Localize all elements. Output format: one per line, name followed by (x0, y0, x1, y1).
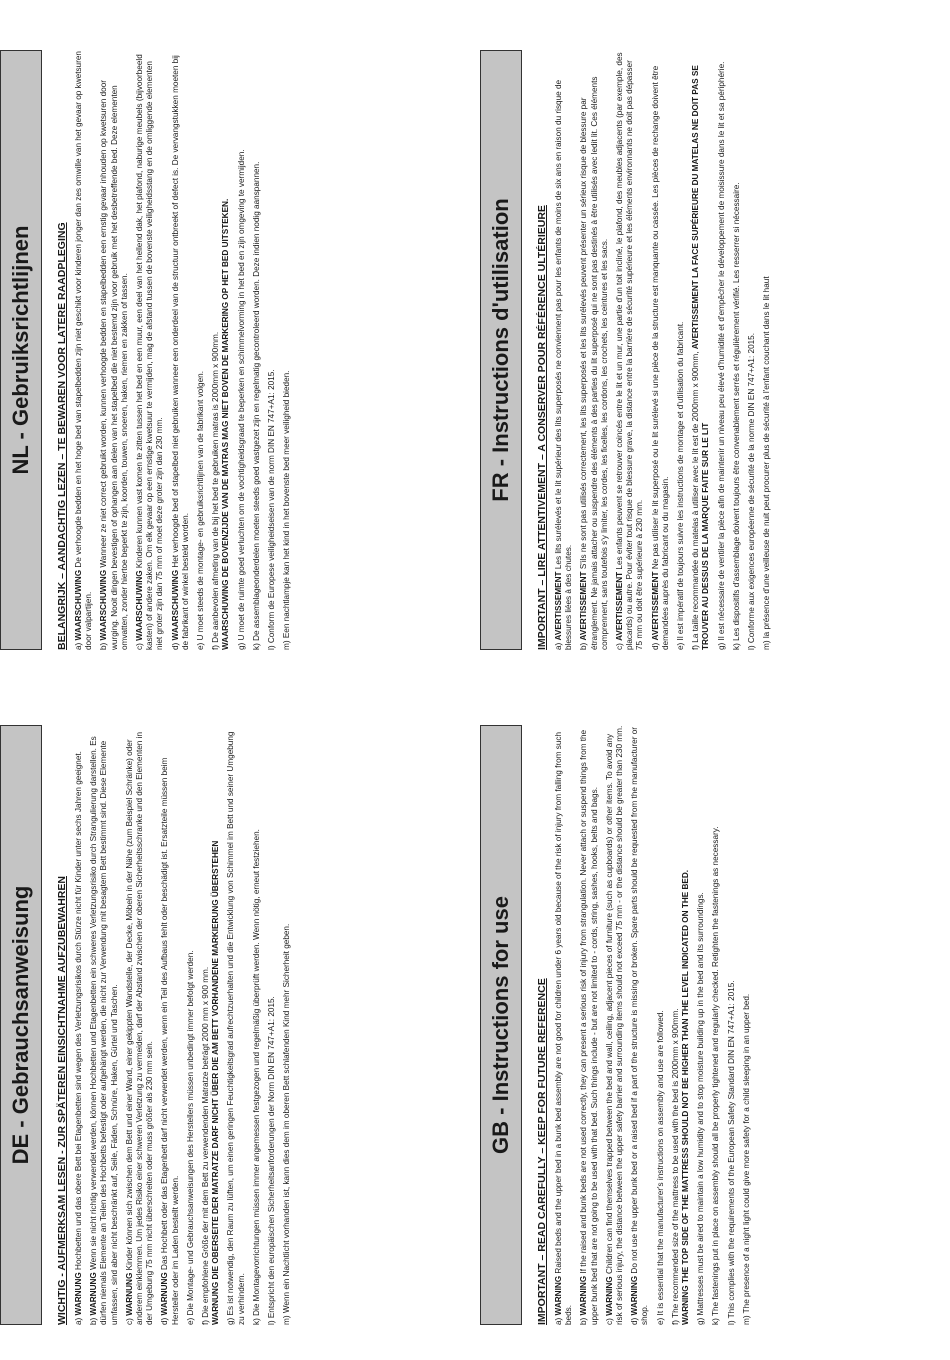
instruction-item (554, 725, 574, 1325)
item-prefix: c) (604, 1315, 614, 1325)
instruction-item (196, 50, 206, 650)
item-text: Kinder können sich zwischen dem Bett und einer Wand, einer gekippten Wandstelle, der Decke, Möbeln in der Nähe (zum Beispiel Schränke) oder anderem einklemmen. Um jedes Risiko einer schweren Verletzung zu vermeiden, darf der Abstand zwischen der oberen Sicherheitsschranke und den Elementen in der Umgebung 75 mm nicht überschreiten oder muss größer als 230 mm sein. (124, 731, 155, 1325)
item-text: Das Hochbett oder das Etagenbett darf nicht verwendet werden, wenn ein Teil des Aufbaus fehlt oder beschädigt ist. Ersatzteile müssen beim Hersteller oder im Laden bestellt werden. (160, 757, 180, 1325)
instruction-item (579, 50, 610, 650)
instruction-item (742, 725, 752, 1325)
item-prefix: a) (74, 1315, 83, 1325)
instruction-item (267, 725, 277, 1325)
item-prefix: d) (650, 640, 660, 650)
item-text: f) The recommended size of the mattress to be used with the bed is 2000mm x 900mm. (670, 1008, 680, 1325)
item-text: Children can find themselves trapped between the bed and wall, ceiling, adjacent pieces of furniture (such as cupboards) or other items. To avoid any risk of serious injury, the distance between the upper safety barrier and surrounding items should not exceed 75 mm - or the distance should be greater than 230 mm. (604, 725, 625, 1325)
instruction-item (747, 50, 757, 650)
item-text: k) Die Montagevorrichtungen müssen immer angemessen festgezogen und regelmäßig überprüft werden. Wenn nötig, erneut festziehen. (251, 829, 261, 1325)
item-prefix: a) (554, 1315, 563, 1325)
instruction-item (727, 725, 737, 1325)
section-title: FR - Instructions d'utilisation (488, 198, 513, 502)
instruction-item (605, 725, 625, 1325)
item-text: If the raised and bunk beds are not used correctly, they can present a serious risk of injury from strangulation. Never attach or suspend things from the upper bunk bed that are not going to be used with that bed. Such things include - but are not limited to - cords, string, sashes, hooks, belts and bags. (579, 729, 599, 1325)
section-title-box (0, 50, 42, 650)
warning-keyword: WAARSCHUWING (99, 569, 109, 641)
item-prefix: b) (89, 1315, 99, 1325)
instruction-item (615, 50, 646, 650)
item-prefix: c) (135, 640, 145, 650)
warning-keyword: WARNING (604, 1276, 614, 1316)
section-title: DE - Gebrauchsanweisung (8, 885, 33, 1165)
item-text: Do not use the upper bunk bed or a raised bed if a part of the structure is missing or broken. Spare parts should be requested from the manufacturer or shop. (630, 726, 650, 1325)
item-text: m) Een nachtlampje kan het kind in het bovenste bed meer veiligheid bieden. (282, 370, 292, 650)
warning-keyword: WARNING (630, 1275, 640, 1316)
item-prefix: b) (579, 1315, 589, 1325)
item-prefix: d) (170, 640, 180, 650)
item-text: e) U moet steeds de montage- en gebruiksrichtlijnen van de fabrikant volgen. (196, 371, 206, 650)
item-text: Wenn sie nicht richtig verwendet werden, können Hochbetten und Etagenbetten ein schweres Verletzungsrisiko durch Strangulierung darstellen. Es dürfen niemals Elemente an Teilen des Hochbetts befestigt oder aufgehängt werden, die nicht zur Verwendung mit besagtem Bett bestimmt sind. Diese Elemente umfassen, sind aber nicht beschränkt auf, Seile, Fäden, Schnüre, Haken, Gürtel und Taschen. (89, 736, 119, 1325)
item-text: e) Il est impératif de toujours suivre les instructions de montage et d'utilisation du fabricant. (676, 321, 686, 650)
warning-keyword: WARNUNG (74, 1272, 83, 1316)
instruction-item (691, 50, 711, 650)
warning-keyword: AVERTISSEMENT (579, 571, 589, 641)
item-text: l) Conform de Europese veiligheidseisen van de norm DIN EN 747+A1: 2015. (267, 369, 277, 650)
item-text: f) La taille recommandée du matelas à utiliser avec le lit est de 2000mm x 900mm, (691, 349, 701, 650)
warning-keyword: WARNUNG (160, 1272, 170, 1316)
instruction-item (671, 725, 691, 1325)
instruction-item (74, 725, 84, 1325)
item-text: Ne pas utiliser le lit superposé ou le lit surélevé si une pièce de la structure est manquante ou cassée. Les pièces de rechange doivent être demandées auprès du fabricant ou du magasin. (650, 65, 670, 650)
item-text: e) It is essential that the manufacturer's instructions on assembly and use are followed. (655, 1010, 665, 1325)
item-text: Kinderen kunnen vast komen te zitten tussen het bed en een muur, een deel van het hellend dak, het plafond, naburige meubels (bijvoorbeeld kasten) of andere zaken. Om elk gevaar op een ernstige kwetsuur te vermijden, mag de afstand tussen de bovenste veiligheidsstang en de omliggende elementen niet groter zijn dan 75 mm of moet deze groter zijn dan 230 mm. (135, 54, 165, 650)
section-title: NL - Gebruiksrichtlijnen (8, 225, 33, 475)
item-text: l) This complies with the requirements of the European Safety Standard DIN EN 747+A1: 2015. (726, 980, 736, 1325)
instruction-item (554, 50, 574, 650)
warning-keyword: AVERTISSEMENT (650, 571, 660, 641)
instruction-item (696, 725, 706, 1325)
warning-keyword: AVERTISSEMENT (554, 571, 563, 641)
instruction-list (74, 725, 297, 1325)
instruction-item (252, 725, 262, 1325)
bold-warning: WARNUNG DIE OBERSEITE DER MATRATZE DARF NICHT ÜBER DIE AM BETT VORHANDENE MARKIERUNG ÜBERSTEHEN (211, 840, 221, 1325)
instruction-item (171, 50, 191, 650)
item-text: g) U moet de ruimte goed verluchten om de vochtigheidsgraad te beperken en schimmelvorming in het bed en zijn omgeving te vermijden. (236, 149, 246, 650)
warning-keyword: WARNUNG (89, 1272, 99, 1316)
item-text: m) Wenn ein Nachtlicht vorhanden ist, kann dies dem im oberen Bett schlafenden Kind mehr Sicherheit geben. (282, 923, 292, 1325)
item-text: Het verhoogde bed of stapelbed niet gebruiken wanneer een onderdeel van de structuur ontbreekt of defect is. De vervangstukken moeten bij de fabrikant of winkel besteld worden. (170, 55, 190, 650)
section-subtitle: BELANGRIJK – AANDACHTIG LEZEN – TE BEWAREN VOOR LATERE RAADPLEGING (56, 222, 68, 650)
section-title-box (480, 50, 522, 650)
item-text: k) The fastenings put in place on assembly should all be properly tightened and regularly checked. Retighten the fastenings as necessary. (711, 826, 721, 1325)
instruction-item (630, 725, 650, 1325)
item-text: k) Les dispositifs d'assemblage doivent toujours être convenablement serrés et régulièrement vérifié. Les resserrer si nécessaire. (731, 182, 741, 650)
section-subtitle: WICHTIG - AUFMERKSAM LESEN - ZUR SPÄTEREN EINSICHTNAHME AUFZUBEWAHREN (56, 876, 68, 1325)
warning-keyword: WAARSCHUWING (74, 569, 83, 641)
item-text: S'ils ne sont pas utilisés correctement, les lits superposés et les lits surélevés peuvent présenter un sérieux risque de blessure par étranglement. Ne jamais attacher ou suspendre des éléments à des parties du lit superposé qui ne sont pas destinés à être utilisés avec ledit lit. Ces éléments comprennent, sans toutefois s'y limiter, les cordes, les ficelles, les cordons, les crochets, les ceintures et les sacs. (579, 76, 609, 650)
instruction-item (89, 725, 120, 1325)
item-text: Les lits surélevés et le lit supérieur des lits superposés ne conviennent pas pour les enfants de moins de six ans en raison du risque de blessures liées à des chutes. (554, 79, 574, 650)
item-prefix: d) (160, 1315, 170, 1325)
item-text: g) Mattresses must be aired to maintain a low humidity and to stop moisture building up in the bed and its surroundings. (696, 892, 706, 1325)
instruction-list (74, 50, 297, 650)
item-text: k) De assemblageonderdelen moeten steeds goed vastgezet zijn en regelmatig gecontroleerd worden. Deze indien nodig aanspannen. (251, 161, 261, 650)
instruction-item (732, 50, 742, 650)
bold-warning: WAARSCHUWING DE BOVENZIJDE VAN DE MATRAS MAG NIET BOVEN DE MARKERING OP HET BED UITSTEKEN. (221, 198, 231, 650)
warning-keyword: AVERTISSEMENT (615, 571, 625, 641)
item-text: f) De aanbevolen afmeting van de bij het bed te gebruiken matras is 2000mm x 900mm. (211, 331, 221, 650)
instruction-item (226, 725, 246, 1325)
section-title: GB - Instructions for use (488, 896, 513, 1154)
item-text: m) The presence of a night light could give more safety for a child sleeping in an upper bed. (741, 993, 751, 1325)
instruction-item (651, 50, 671, 650)
section-subtitle: IMPORTANT – READ CAREFULLY – KEEP FOR FUTURE REFERENCE (536, 978, 548, 1325)
instruction-item (676, 50, 686, 650)
instruction-item (282, 50, 292, 650)
instruction-item (160, 725, 180, 1325)
item-prefix: d) (630, 1315, 640, 1325)
instruction-list (554, 725, 757, 1325)
instruction-item (237, 50, 247, 650)
instruction-item (135, 50, 166, 650)
item-prefix: b) (579, 640, 589, 650)
item-text: De verhoogde bedden en het hoge bed van stapelbedden zijn niet geschikt voor kinderen jonger dan zes omwille van het gevaar op kwetsuren door valpartijen. (74, 51, 94, 650)
item-text: l) Entspricht den europäischen Sicherheitsanforderungen der Norm DIN EN 747+A1: 2015. (267, 996, 277, 1325)
warning-keyword: WARNUNG (124, 1272, 134, 1316)
warning-keyword: WAARSCHUWING (135, 570, 145, 641)
item-prefix: c) (124, 1315, 134, 1325)
warning-keyword: WARNING (579, 1275, 589, 1316)
instruction-item (252, 50, 262, 650)
section-title-box (0, 725, 42, 1325)
item-prefix: a) (554, 640, 563, 650)
bold-warning: AVERTISSEMENT LA FACE SUPÉRIEURE DU MATELAS NE DOIT PAS SE TROUVER AU DESSUS DE LA MARQUE FAITE SUR LE LIT (691, 65, 711, 650)
item-text: g) Il est nécessaire de ventiler la pièce afin de maintenir un niveau peu élevé d'humidité et d'empêcher le développement de moisissure dans le lit et sa périphérie. (716, 61, 726, 650)
instruction-item (717, 50, 727, 650)
instruction-item (656, 725, 666, 1325)
instruction-item (579, 725, 599, 1325)
instruction-list (554, 50, 777, 650)
item-prefix: a) (74, 640, 83, 650)
instruction-item (211, 50, 231, 650)
instruction-item (267, 50, 277, 650)
instruction-item (186, 725, 196, 1325)
item-text: g) Es ist notwendig, den Raum zu lüften, um einen geringen Feuchtigkeitsgrad aufrechtzuerhalten und die Entwicklung von Schimmel im Bett und seiner Umgebung zu verhindern. (226, 731, 246, 1325)
section-subtitle: IMPORTANT – LIRE ATTENTIVEMENT – A CONSERVER POUR RÉFÉRENCE ULTÉRIEURE (536, 205, 548, 650)
item-text: Raised beds and the upper bed in a bunk bed assembly are not good for children under 6 years old because of the risk of injury from falling from such beds. (554, 731, 574, 1325)
item-text: Wanneer ze niet correct gebruikt worden, kunnen verhoogde bedden en stapelbedden een ernstig gevaar inhouden op kwetsuren door wurging. Nooit dingen bevestigen of ophangen aan delen van het stapelbed die niet bestemd zijn voor gebruik met het desbetreffende bed. Deze elementen omvatten, zonder hiertoe beperkt te zijn, koorden, touwen, snoeren, haken, riemen en zakken of tassen. (99, 80, 129, 650)
bold-warning: WARNING THE TOP SIDE OF THE MATTRESS SHOULD NOT BE HIGHER THAN THE LEVEL INDICATED ON THE BED. (681, 869, 691, 1325)
warning-keyword: WARNING (554, 1275, 563, 1316)
instruction-item (99, 50, 130, 650)
item-prefix: b) (99, 640, 109, 650)
item-text: Les enfants peuvent se retrouver coincés entre le lit et un mur, une partie d'un toit incliné, le plafond, des meubles adjacents (par exemple, des placards) ou autre. Pour éviter tout risque de blessure grave, la distance entre la barrière de sécurité supérieure et les éléments environnants ne doit pas dépasser 75 mm ou doit être supérieure à 230 mm. (615, 52, 645, 650)
instruction-item (201, 725, 221, 1325)
item-text: m) la présence d'une veilleuse de nuit peut procurer plus de sécurité à l'enfant couchant dans le lit haut (762, 276, 772, 650)
item-text: l) Conforme aux exigences européenne de sécurité de la norme DIN EN 747+A1: 2015. (747, 333, 757, 650)
section-title-box (480, 725, 522, 1325)
item-text: e) Die Montage- und Gebrauchsanweisungen des Herstellers müssen unbedingt immer befolgt werden. (185, 950, 195, 1325)
instruction-item (125, 725, 156, 1325)
instruction-item (762, 50, 772, 650)
item-prefix: c) (615, 640, 625, 650)
item-text: f) Die empfohlene Größe der mit dem Bett zu verwendenden Matratze beträgt 2000 mm x 900 mm. (201, 966, 211, 1325)
instruction-item (282, 725, 292, 1325)
item-text: Hochbetten und das obere Bett bei Etagenbetten sind wegen des Verletzungsrisikos durch Stürze nicht für Kinder unter sechs Jahren geeignet. (74, 751, 83, 1273)
warning-keyword: WAARSCHUWING (170, 569, 180, 641)
instruction-item (711, 725, 721, 1325)
instruction-item (74, 50, 94, 650)
